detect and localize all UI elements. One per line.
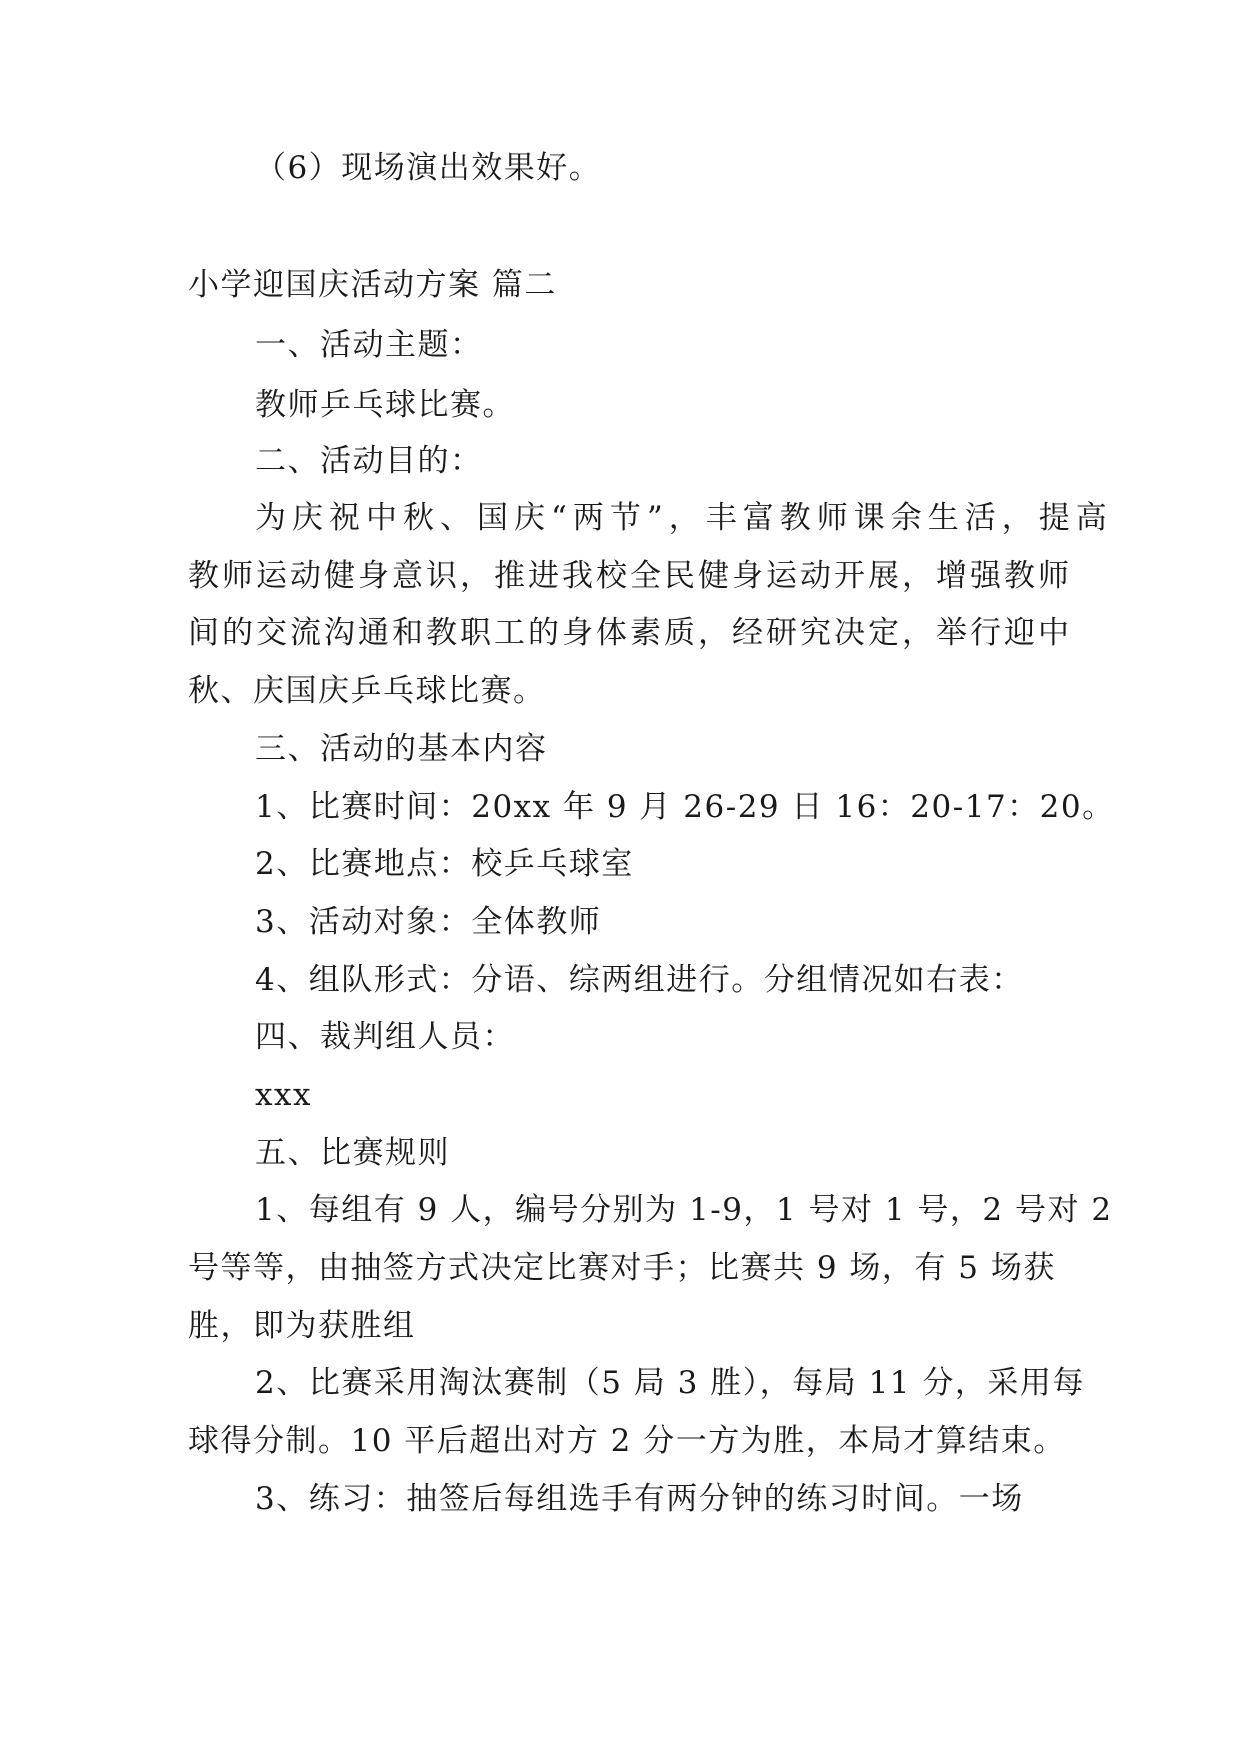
paragraph-line: 间的交流沟通和教职工的身体素质，经研究决定，举行迎中: [188, 615, 1072, 651]
heading-purpose: 二、活动目的：: [255, 443, 483, 479]
paragraph-line: 秋、庆国庆乒乓球比赛。: [188, 673, 546, 709]
paragraph-line: 胜，即为获胜组: [188, 1308, 416, 1344]
heading-content: 三、活动的基本内容: [255, 731, 548, 767]
paragraph: xxx: [255, 1077, 312, 1113]
heading-theme: 一、活动主题：: [255, 327, 483, 363]
list-item: 4、组队形式：分语、综两组进行。分组情况如右表：: [255, 962, 1024, 998]
paragraph-line: 球得分制。10 平后超出对方 2 分一方为胜，本局才算结束。: [188, 1423, 1066, 1459]
paragraph-line: 3、练习：抽签后每组选手有两分钟的练习时间。一场: [255, 1481, 1024, 1517]
list-item: 2、比赛地点：校乒乓球室: [255, 846, 634, 882]
paragraph-line: 教师运动健身意识，推进我校全民健身运动开展，增强教师: [188, 558, 1072, 594]
paragraph-line: 号等等，由抽签方式决定比赛对手；比赛共 9 场，有 5 场获: [188, 1250, 1056, 1286]
heading-rules: 五、比赛规则: [255, 1135, 450, 1171]
list-item: 3、活动对象：全体教师: [255, 904, 602, 940]
list-item: 1、比赛时间：20xx 年 9 月 26-29 日 16：20-17：20。: [255, 789, 1115, 825]
paragraph: 教师乒乓球比赛。: [255, 387, 515, 423]
list-item: （6）现场演出效果好。: [255, 150, 602, 186]
heading-referees: 四、裁判组人员：: [255, 1019, 515, 1055]
paragraph-line: 1、每组有 9 人，编号分别为 1-9，1 号对 1 号，2 号对 2: [255, 1192, 1113, 1228]
paragraph-line: 为庆祝中秋、国庆“两节”，丰富教师课余生活，提高: [255, 500, 1113, 536]
paragraph-line: 2、比赛采用淘汰赛制（5 局 3 胜），每局 11 分，采用每: [255, 1365, 1085, 1401]
section-title: 小学迎国庆活动方案 篇二: [188, 267, 557, 303]
